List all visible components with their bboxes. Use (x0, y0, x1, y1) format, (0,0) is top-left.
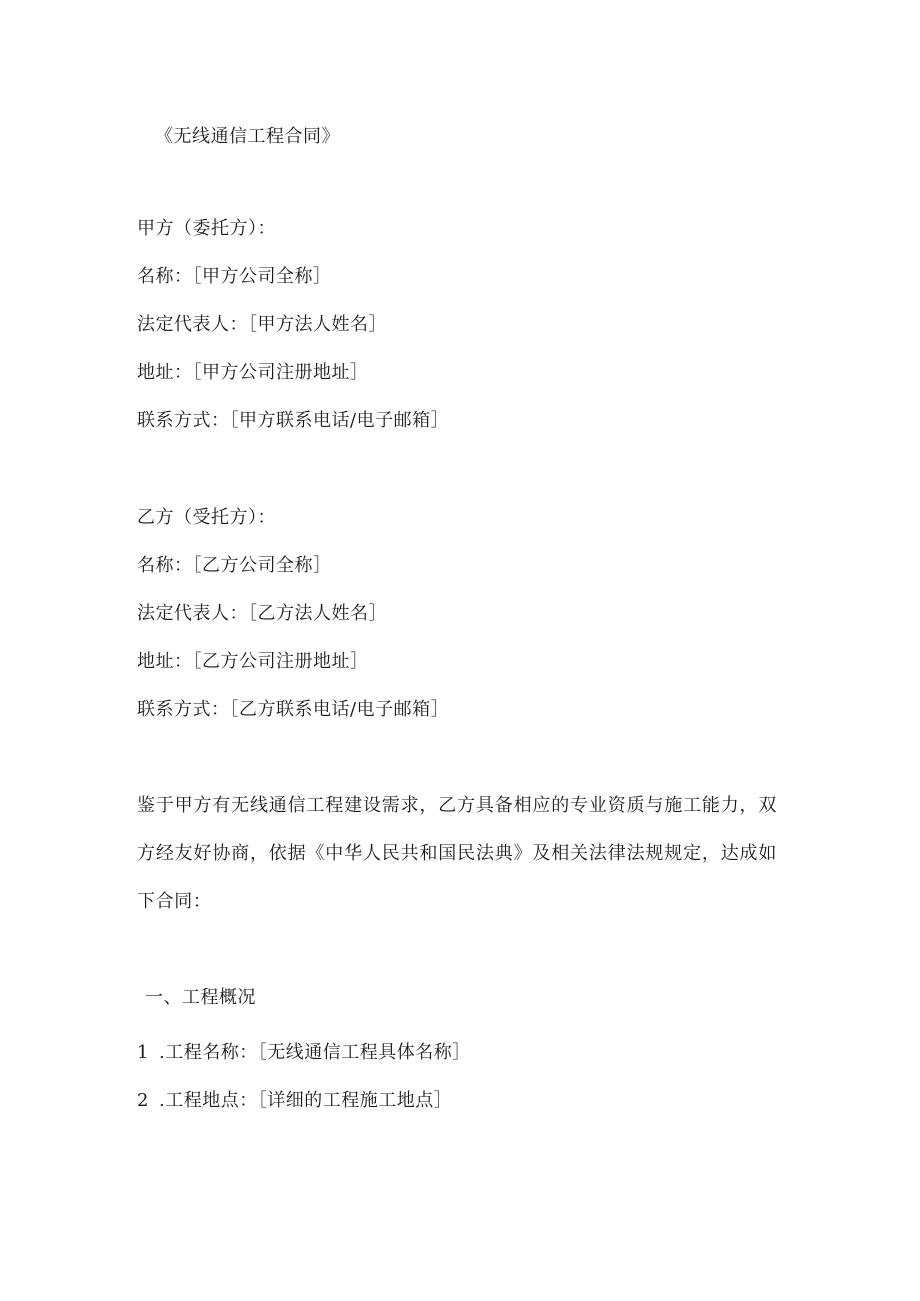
party-b-contact: 联系方式：［乙方联系电话/电子邮箱］ (137, 699, 450, 720)
party-a-name: 名称：［甲方公司全称］ (137, 266, 332, 287)
item-number: 1 (137, 1042, 149, 1063)
party-a-representative: 法定代表人：［甲方法人姓名］ (137, 314, 387, 335)
party-b-representative: 法定代表人：［乙方法人姓名］ (137, 603, 387, 624)
section-1-item-1 (137, 1041, 471, 1065)
preamble-paragraph: 鉴于甲方有无线通信工程建设需求，乙方具备相应的专业资质与施工能力，双方经友好协商，依据《中华人民共和国民法典》及相关法律法规规定，达成如下合同： (137, 795, 777, 912)
section-1-item-2 (137, 1089, 452, 1113)
party-a-contact: 联系方式：［甲方联系电话/电子邮箱］ (137, 410, 450, 431)
item-text: .工程名称：［无线通信工程具体名称］ (159, 1042, 471, 1063)
party-a-address: 地址：［甲方公司注册地址］ (137, 362, 369, 383)
party-b-heading: 乙方（受托方）： (137, 507, 276, 528)
document-title: 《无线通信工程合同》 (155, 126, 340, 147)
party-b-name: 名称：［乙方公司全称］ (137, 555, 332, 576)
party-b-address: 地址：［乙方公司注册地址］ (137, 651, 369, 672)
item-text: .工程地点：［详细的工程施工地点］ (159, 1090, 453, 1111)
party-a-heading: 甲方（委托方）： (137, 218, 276, 239)
section-1-heading: 一、工程概况 (145, 987, 256, 1008)
item-number: 2 (137, 1090, 149, 1111)
